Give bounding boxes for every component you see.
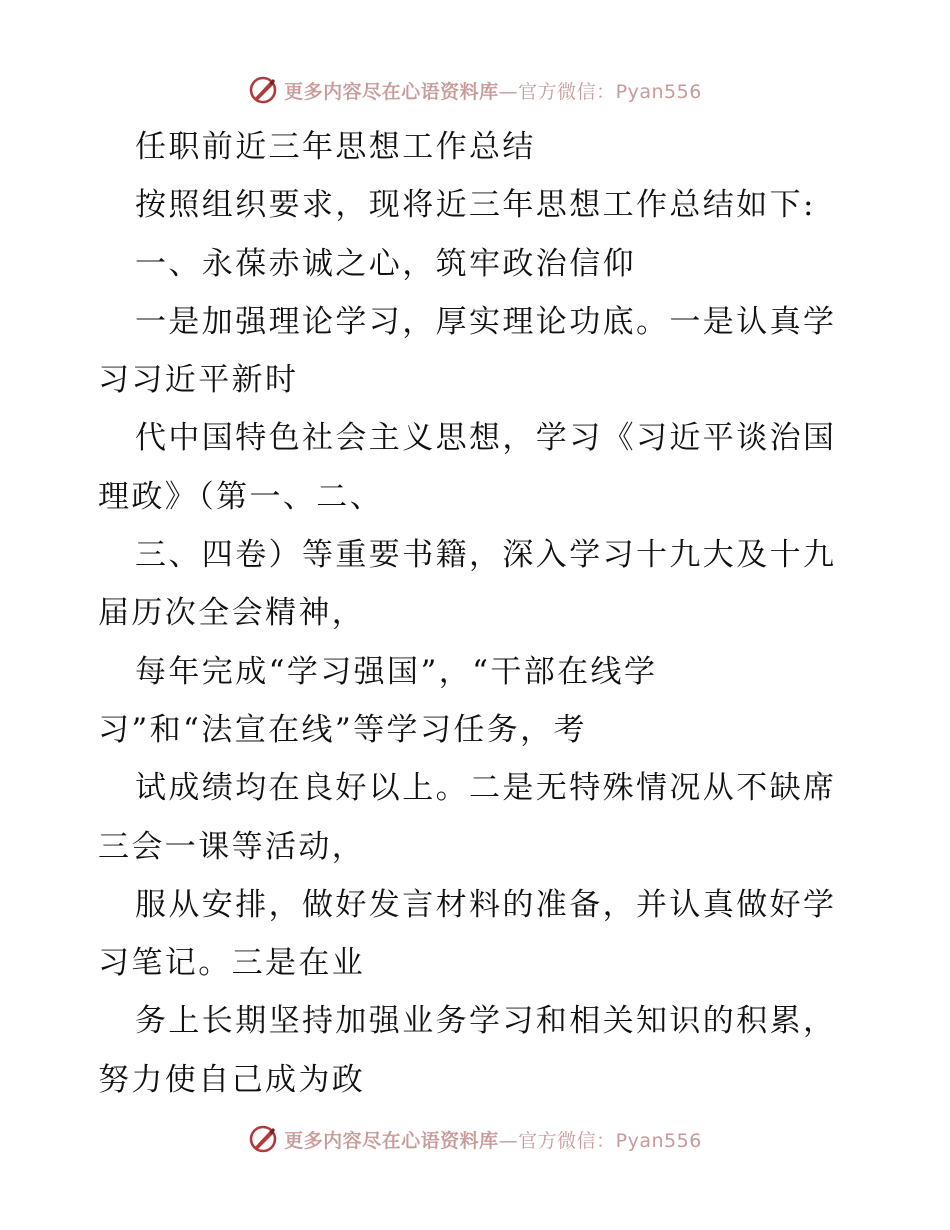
doc-line: 习笔记。三是在业 [98, 945, 366, 982]
doc-line: 试成绩均在良好以上。二是无特殊情况从不缺席 [135, 770, 837, 807]
doc-line: 三会一课等活动， [98, 828, 366, 865]
footer-watermark-text [284, 1126, 702, 1153]
footer-contact: 官方微信：Pyan556 [518, 1129, 702, 1152]
quill-logo-icon [248, 75, 278, 105]
document-body [98, 118, 858, 1109]
section-heading: 一、永葆赤诚之心，筑牢政治信仰 [135, 245, 636, 282]
header-separator: — [498, 80, 519, 103]
doc-line: 按照组织要求，现将近三年思想工作总结如下: [135, 187, 816, 224]
quill-logo-icon [248, 1124, 278, 1154]
footer-brand: 更多内容尽在心语资料库 [284, 1129, 499, 1152]
doc-line: 届历次全会精神， [98, 595, 366, 632]
header-brand: 更多内容尽在心语资料库 [284, 80, 499, 103]
doc-line: 努力使自己成为政 [98, 1061, 366, 1098]
doc-line: 一是加强理论学习，厚实理论功底。一是认真学 [135, 303, 837, 340]
doc-line: 服从安排，做好发言材料的准备，并认真做好学 [135, 886, 837, 923]
doc-line: 每年完成“学习强国”，“干部在线学 [135, 653, 658, 690]
doc-line: 习”和“法宣在线”等学习任务，考 [98, 711, 587, 748]
header-watermark-text [284, 77, 702, 104]
doc-title: 任职前近三年思想工作总结 [135, 129, 536, 165]
header-watermark [0, 70, 950, 110]
footer-separator: — [498, 1129, 519, 1152]
doc-line: 习习近平新时 [98, 362, 299, 399]
doc-line: 代中国特色社会主义思想，学习《习近平谈治国 [135, 420, 837, 457]
header-contact: 官方微信：Pyan556 [518, 80, 702, 103]
doc-line: 理政》（第一、二、 [98, 478, 384, 515]
footer-watermark [0, 1119, 950, 1159]
doc-line: 三、四卷）等重要书籍，深入学习十九大及十九 [135, 537, 837, 574]
doc-line: 务上长期坚持加强业务学习和相关知识的积累， [135, 1003, 837, 1040]
